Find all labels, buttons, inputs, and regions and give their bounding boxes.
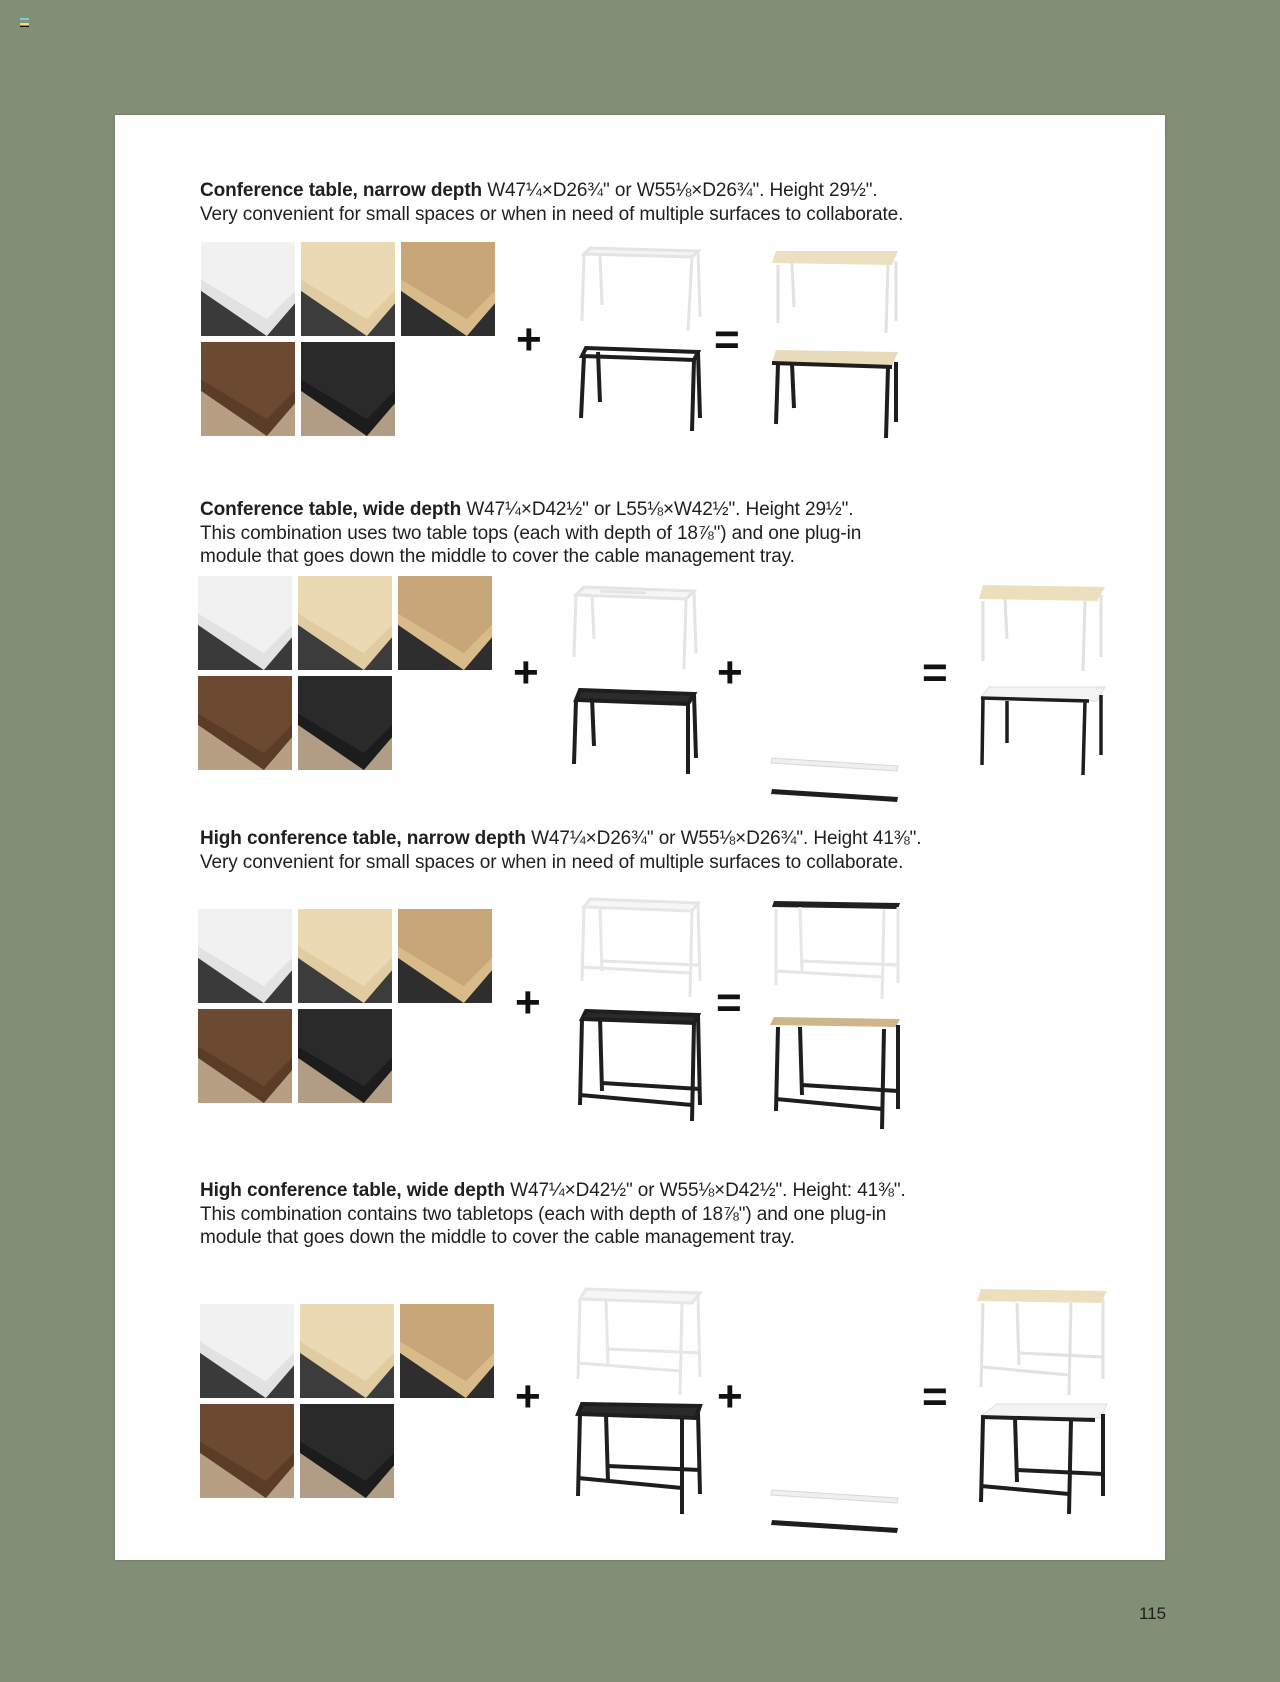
section-text-line: Very convenient for small spaces or when in need of multiple surfaces to collaborate. [200, 203, 904, 225]
black-top-white-high-table-image [770, 895, 905, 1000]
equals-operator: = [714, 315, 740, 364]
section-dimensions: W47¼×D42½" or L55⅛×W42½". Height 29½". [461, 499, 854, 520]
swatch-black [298, 1009, 392, 1103]
finish-swatches [198, 909, 498, 1109]
finish-swatches [198, 576, 498, 776]
finish-swatches [200, 1304, 500, 1504]
birch-white-table-image [770, 243, 905, 333]
swatch-birch [298, 576, 392, 670]
equals-operator: = [716, 978, 742, 1027]
menu-icon-bar [20, 18, 29, 20]
swatch-white [200, 1304, 294, 1398]
plus-operator: + [515, 1372, 541, 1421]
birch-black-table-image [770, 346, 905, 441]
white-high-underframe-image [570, 895, 710, 1000]
section-title: High conference table, wide depth [200, 1180, 505, 1201]
white-underframe-image [570, 243, 710, 333]
swatch-oak [398, 909, 492, 1003]
plus-operator: + [513, 648, 539, 697]
finish-swatches [201, 242, 501, 442]
swatch-black [300, 1404, 394, 1498]
section-text-line: This combination contains two tabletops (each with depth of 18⅞") and one plug-in [200, 1203, 887, 1225]
section-dimensions: W47¼×D26¾" or W55⅛×D26¾". Height 29½". [482, 180, 878, 201]
section-title: Conference table, wide depth [200, 499, 462, 520]
swatch-oak [400, 1304, 494, 1398]
menu-icon-bar [20, 26, 29, 28]
plus-operator: + [516, 315, 542, 364]
swatch-birch [300, 1304, 394, 1398]
section-text-line: module that goes down the middle to cover the cable management tray. [200, 1227, 795, 1248]
page-number: 115 [1139, 1604, 1167, 1623]
birch-white-table-image [977, 581, 1112, 671]
section-title: High conference table, narrow depth [200, 828, 526, 849]
swatch-birch [298, 909, 392, 1003]
swatch-black [298, 676, 392, 770]
black-plug-in-module-image [770, 1518, 900, 1536]
white-plug-in-module-image [770, 756, 900, 774]
section-title: Conference table, narrow depth [200, 180, 483, 201]
section-text-line: module that goes down the middle to cover the cable management tray. [200, 546, 795, 567]
white-black-high-table-image [977, 1398, 1112, 1518]
swatch-oak [398, 576, 492, 670]
section-text-line: Very convenient for small spaces or when in need of multiple surfaces to collaborate. [200, 851, 904, 873]
app-menu-icon[interactable] [20, 18, 29, 27]
black-high-underframe-image [570, 1005, 710, 1125]
swatch-birch [301, 242, 395, 336]
oak-top-black-high-table-image [770, 1013, 905, 1133]
white-plug-in-module-image [770, 1488, 900, 1506]
white-black-table-image [977, 681, 1112, 776]
swatch-white [198, 909, 292, 1003]
white-high-underframe-image [570, 1283, 710, 1398]
swatch-black [301, 342, 395, 436]
swatch-white [198, 576, 292, 670]
section-dimensions: W47¼×D26¾" or W55⅛×D26¾". Height 41⅜". [525, 828, 922, 849]
swatch-oak [401, 242, 495, 336]
black-underframe-image [570, 338, 710, 433]
black-high-underframe-image [570, 1398, 710, 1518]
section-text-line: This combination uses two table tops (each with depth of 18⅞") and one plug-in [200, 522, 862, 544]
section-description [200, 498, 861, 569]
section-description [200, 1179, 906, 1250]
catalog-page [115, 115, 1165, 1560]
section-dimensions: W47¼×D42½" or W55⅛×D42½". Height: 41⅜". [504, 1180, 906, 1201]
black-plug-in-module-image [770, 787, 900, 805]
section-description [200, 179, 903, 226]
plus-operator: + [515, 978, 541, 1027]
section-description [200, 827, 921, 874]
swatch-walnut [201, 342, 295, 436]
swatch-walnut [198, 1009, 292, 1103]
menu-icon-bar [20, 21, 29, 23]
equals-operator: = [922, 648, 948, 697]
equals-operator: = [922, 1372, 948, 1421]
menu-icon-bar [20, 23, 29, 25]
swatch-walnut [200, 1404, 294, 1498]
plus-operator: + [717, 648, 743, 697]
plus-operator: + [717, 1372, 743, 1421]
swatch-walnut [198, 676, 292, 770]
white-underframe-image [566, 581, 706, 671]
birch-white-high-table-image [977, 1283, 1112, 1398]
swatch-white [201, 242, 295, 336]
black-underframe-image [566, 680, 706, 775]
